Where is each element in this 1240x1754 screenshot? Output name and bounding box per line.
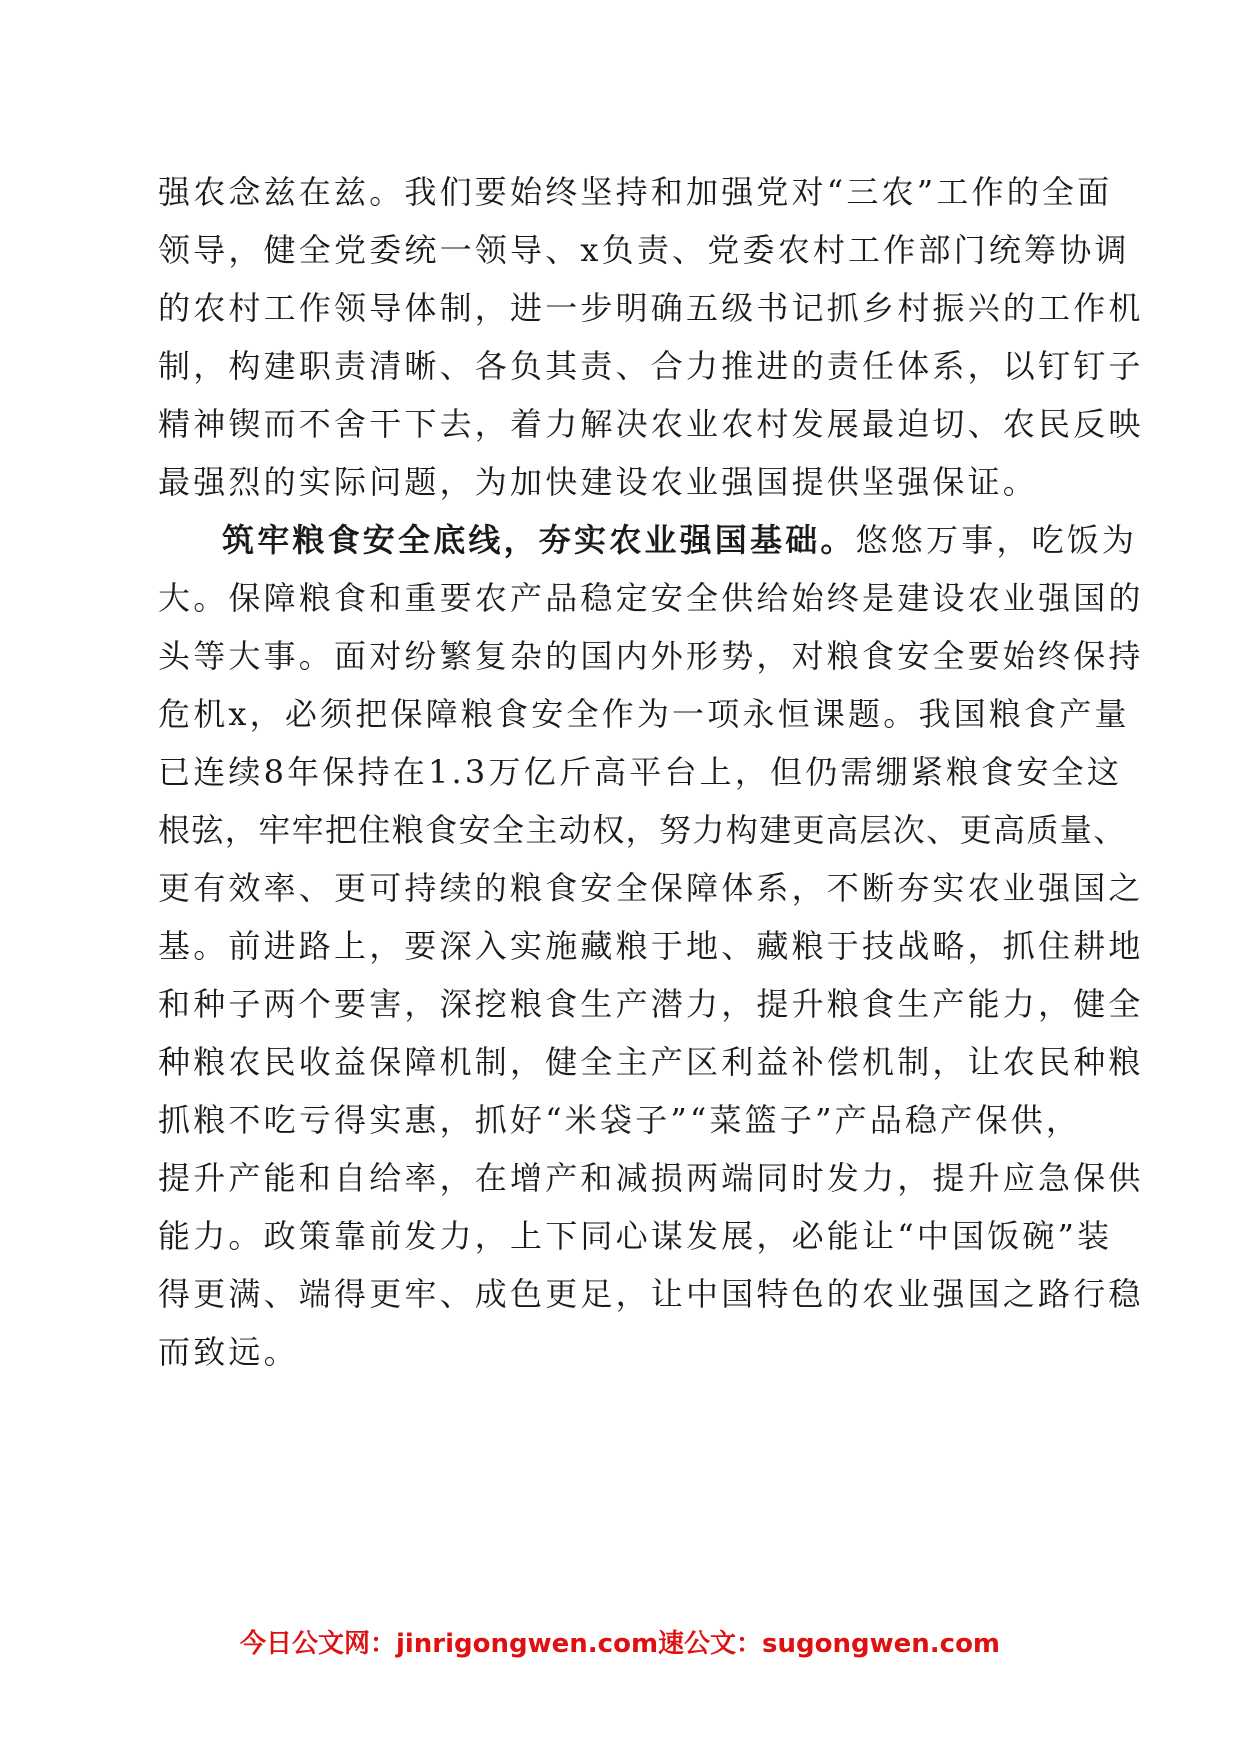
text-line: 抓粮不吃亏得实惠，抓好“米袋子”“菜篮子”产品稳产保供， xyxy=(158,1101,1082,1139)
text-line: 和种子两个要害，深挖粮食生产潜力，提升粮食生产能力，健全 xyxy=(158,985,1144,1023)
text-line: 得更满、端得更牢、成色更足，让中国特色的农业强国之路行稳 xyxy=(158,1275,1144,1313)
text-line: 制，构建职责清晰、各负其责、合力推进的责任体系，以钉钉子 xyxy=(158,347,1144,385)
text-line: 能力。政策靠前发力，上下同心谋发展，必能让“中国饭碗”装 xyxy=(158,1217,1113,1255)
paragraph-2-first-line-text: 悠悠万事，吃饭为 xyxy=(855,521,1138,559)
footer-site-links: 今日公文网：jinrigongwen.com速公文：sugongwen.com xyxy=(239,1629,1001,1659)
text-line: 大。保障粮食和重要农产品稳定安全供给始终是建设农业强国的 xyxy=(158,579,1144,617)
text-line: 提升产能和自给率，在增产和减损两端同时发力，提升应急保供 xyxy=(158,1159,1144,1197)
paragraph-2-heading: 筑牢粮食安全底线，夯实农业强国基础。 xyxy=(222,521,856,559)
text-line: 而致远。 xyxy=(158,1333,299,1371)
text-line: 精神锲而不舍干下去，着力解决农业农村发展最迫切、农民反映 xyxy=(158,405,1144,443)
text-line: 最强烈的实际问题，为加快建设农业强国提供坚强保证。 xyxy=(158,463,1039,501)
text-line: 基。前进路上，要深入实施藏粮于地、藏粮于技战略，抓住耕地 xyxy=(158,927,1144,965)
paragraph-2-first-line xyxy=(222,520,1138,560)
text-line: 根弦，牢牢把住粮食安全主动权，努力构建更高层次、更高质量、 xyxy=(158,811,1127,849)
text-line: 危机x，必须把保障粮食安全作为一项永恒课题。我国粮食产量 xyxy=(158,695,1130,733)
text-line: 的农村工作领导体制，进一步明确五级书记抓乡村振兴的工作机 xyxy=(158,289,1144,327)
text-line: 强农念兹在兹。我们要始终坚持和加强党对“三农”工作的全面 xyxy=(158,173,1113,211)
text-line: 更有效率、更可持续的粮食安全保障体系，不断夯实农业强国之 xyxy=(158,869,1144,907)
text-line: 已连续8年保持在1.3万亿斤高平台上，但仍需绷紧粮食安全这 xyxy=(158,753,1123,791)
text-line: 种粮农民收益保障机制，健全主产区利益补偿机制，让农民种粮 xyxy=(158,1043,1144,1081)
text-line: 领导，健全党委统一领导、x负责、党委农村工作部门统筹协调 xyxy=(158,231,1130,269)
text-line: 头等大事。面对纷繁复杂的国内外形势，对粮食安全要始终保持 xyxy=(158,637,1144,675)
